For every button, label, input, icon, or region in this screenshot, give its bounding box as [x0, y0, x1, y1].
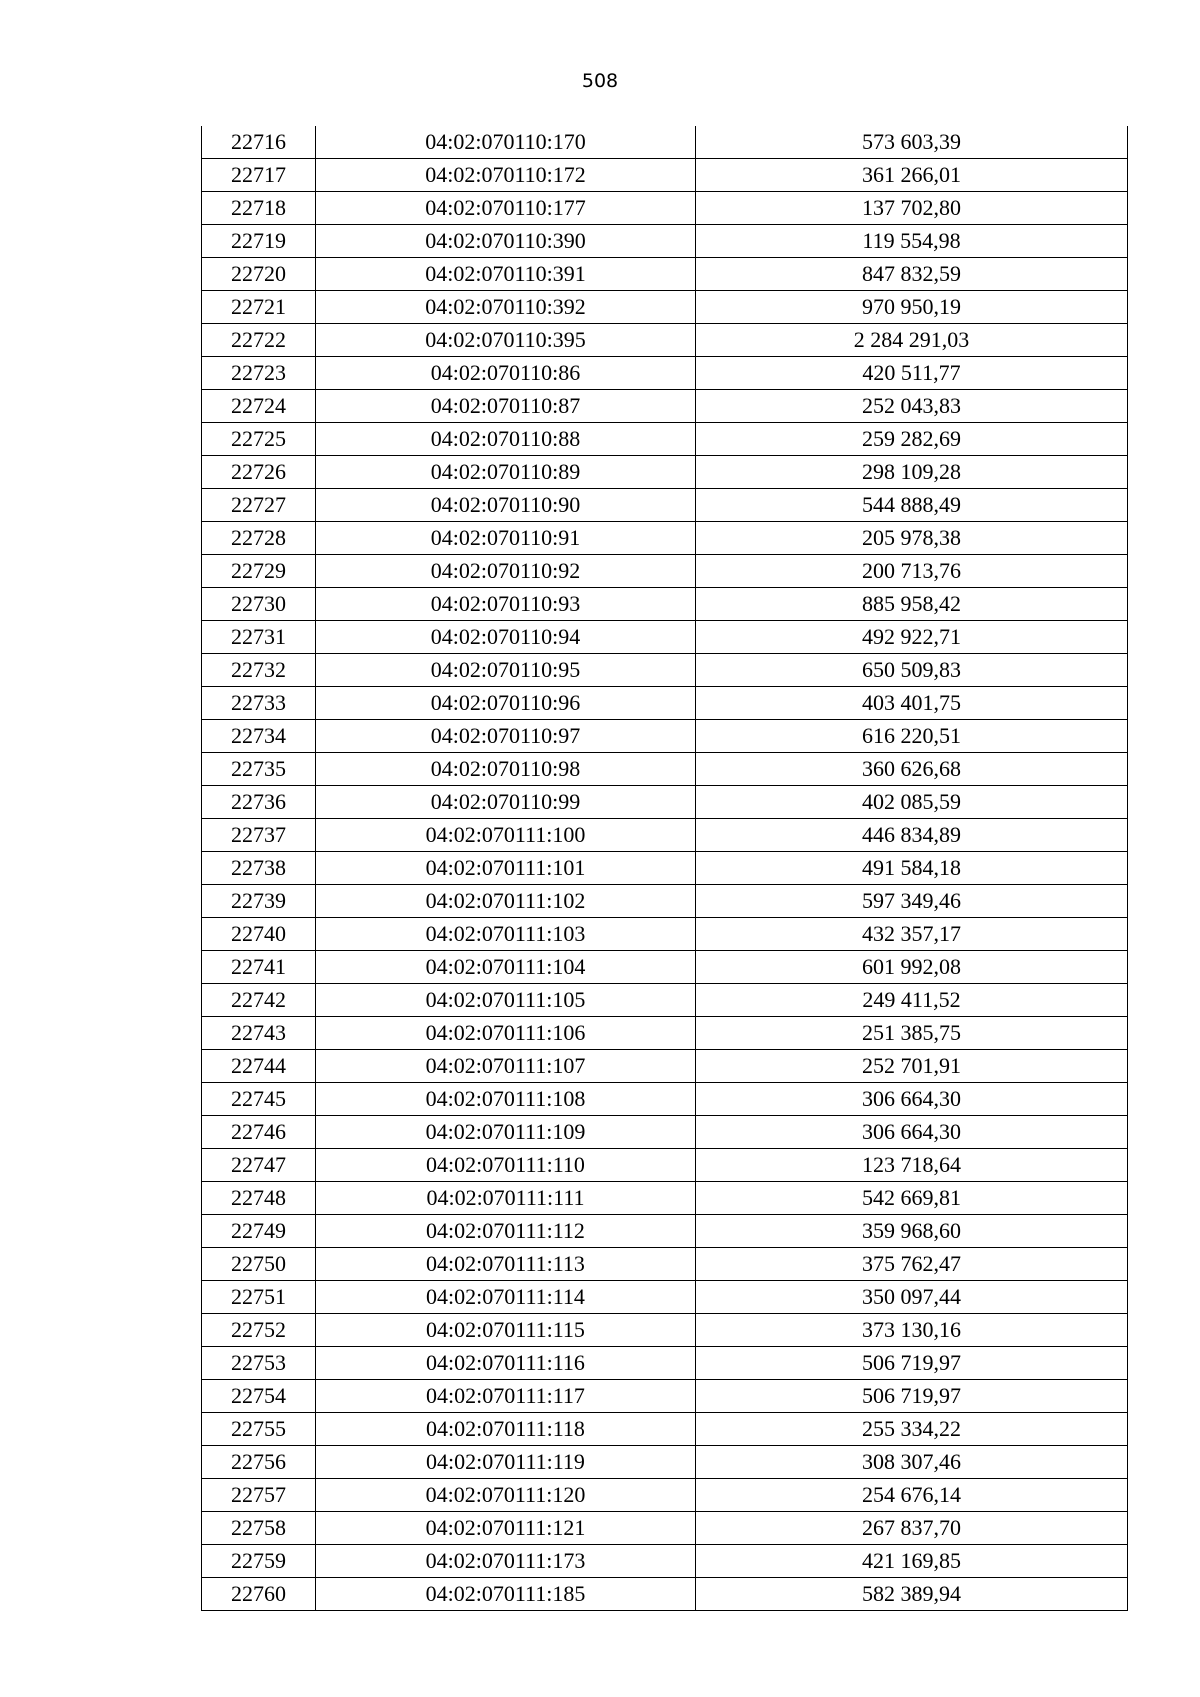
cadastral-value-cell: 491 584,18 — [696, 852, 1128, 885]
cadastral-number-cell: 04:02:070111:104 — [316, 951, 696, 984]
cadastral-number-cell: 04:02:070110:86 — [316, 357, 696, 390]
row-number-cell: 22755 — [202, 1413, 316, 1446]
row-number-cell: 22759 — [202, 1545, 316, 1578]
cadastral-value-cell: 2 284 291,03 — [696, 324, 1128, 357]
row-number-cell: 22719 — [202, 225, 316, 258]
cadastral-value-cell: 601 992,08 — [696, 951, 1128, 984]
cadastral-number-cell: 04:02:070110:392 — [316, 291, 696, 324]
cadastral-number-cell: 04:02:070111:107 — [316, 1050, 696, 1083]
cadastral-value-cell: 421 169,85 — [696, 1545, 1128, 1578]
cadastral-number-cell: 04:02:070110:92 — [316, 555, 696, 588]
table-row — [202, 654, 1128, 687]
row-number-cell: 22751 — [202, 1281, 316, 1314]
table-body — [202, 126, 1128, 1611]
cadastral-value-table — [201, 126, 1128, 1611]
cadastral-number-cell: 04:02:070111:103 — [316, 918, 696, 951]
table-row — [202, 1380, 1128, 1413]
cadastral-number-cell: 04:02:070111:112 — [316, 1215, 696, 1248]
row-number-cell: 22744 — [202, 1050, 316, 1083]
table-row — [202, 1545, 1128, 1578]
table-row — [202, 1446, 1128, 1479]
cadastral-value-cell: 542 669,81 — [696, 1182, 1128, 1215]
table-row — [202, 1413, 1128, 1446]
row-number-cell: 22760 — [202, 1578, 316, 1611]
cadastral-number-cell: 04:02:070110:96 — [316, 687, 696, 720]
cadastral-number-cell: 04:02:070110:172 — [316, 159, 696, 192]
table-row — [202, 687, 1128, 720]
row-number-cell: 22728 — [202, 522, 316, 555]
table-row — [202, 291, 1128, 324]
table-row — [202, 720, 1128, 753]
row-number-cell: 22721 — [202, 291, 316, 324]
row-number-cell: 22757 — [202, 1479, 316, 1512]
row-number-cell: 22747 — [202, 1149, 316, 1182]
row-number-cell: 22758 — [202, 1512, 316, 1545]
cadastral-number-cell: 04:02:070111:108 — [316, 1083, 696, 1116]
cadastral-number-cell: 04:02:070111:120 — [316, 1479, 696, 1512]
cadastral-number-cell: 04:02:070111:113 — [316, 1248, 696, 1281]
table-row — [202, 819, 1128, 852]
row-number-cell: 22718 — [202, 192, 316, 225]
cadastral-value-cell: 359 968,60 — [696, 1215, 1128, 1248]
table-row — [202, 1314, 1128, 1347]
cadastral-number-cell: 04:02:070111:118 — [316, 1413, 696, 1446]
table-row — [202, 192, 1128, 225]
table-row — [202, 258, 1128, 291]
cadastral-value-cell: 375 762,47 — [696, 1248, 1128, 1281]
table-row — [202, 1116, 1128, 1149]
cadastral-number-cell: 04:02:070110:91 — [316, 522, 696, 555]
cadastral-value-cell: 573 603,39 — [696, 126, 1128, 159]
row-number-cell: 22752 — [202, 1314, 316, 1347]
cadastral-number-cell: 04:02:070111:119 — [316, 1446, 696, 1479]
cadastral-number-cell: 04:02:070111:110 — [316, 1149, 696, 1182]
cadastral-value-cell: 267 837,70 — [696, 1512, 1128, 1545]
cadastral-value-cell: 252 043,83 — [696, 390, 1128, 423]
cadastral-number-cell: 04:02:070110:89 — [316, 456, 696, 489]
row-number-cell: 22733 — [202, 687, 316, 720]
cadastral-number-cell: 04:02:070110:98 — [316, 753, 696, 786]
cadastral-value-cell: 420 511,77 — [696, 357, 1128, 390]
cadastral-number-cell: 04:02:070111:100 — [316, 819, 696, 852]
cadastral-number-cell: 04:02:070111:101 — [316, 852, 696, 885]
table-row — [202, 753, 1128, 786]
cadastral-number-cell: 04:02:070111:121 — [316, 1512, 696, 1545]
row-number-cell: 22753 — [202, 1347, 316, 1380]
cadastral-value-cell: 403 401,75 — [696, 687, 1128, 720]
cadastral-value-cell: 259 282,69 — [696, 423, 1128, 456]
row-number-cell: 22727 — [202, 489, 316, 522]
table-row — [202, 984, 1128, 1017]
row-number-cell: 22750 — [202, 1248, 316, 1281]
cadastral-number-cell: 04:02:070111:117 — [316, 1380, 696, 1413]
table-row — [202, 885, 1128, 918]
table-row — [202, 1182, 1128, 1215]
row-number-cell: 22756 — [202, 1446, 316, 1479]
cadastral-number-cell: 04:02:070110:95 — [316, 654, 696, 687]
cadastral-value-cell: 597 349,46 — [696, 885, 1128, 918]
cadastral-number-cell: 04:02:070110:99 — [316, 786, 696, 819]
cadastral-number-cell: 04:02:070111:111 — [316, 1182, 696, 1215]
cadastral-number-cell: 04:02:070110:94 — [316, 621, 696, 654]
cadastral-value-cell: 432 357,17 — [696, 918, 1128, 951]
cadastral-value-cell: 506 719,97 — [696, 1347, 1128, 1380]
cadastral-value-cell: 306 664,30 — [696, 1116, 1128, 1149]
row-number-cell: 22720 — [202, 258, 316, 291]
cadastral-value-cell: 361 266,01 — [696, 159, 1128, 192]
row-number-cell: 22726 — [202, 456, 316, 489]
table-row — [202, 1149, 1128, 1182]
cadastral-value-cell: 506 719,97 — [696, 1380, 1128, 1413]
table-row — [202, 918, 1128, 951]
table-row — [202, 1083, 1128, 1116]
table-row — [202, 390, 1128, 423]
row-number-cell: 22729 — [202, 555, 316, 588]
row-number-cell: 22748 — [202, 1182, 316, 1215]
table-row — [202, 1479, 1128, 1512]
cadastral-number-cell: 04:02:070111:106 — [316, 1017, 696, 1050]
row-number-cell: 22740 — [202, 918, 316, 951]
cadastral-number-cell: 04:02:070111:105 — [316, 984, 696, 1017]
row-number-cell: 22722 — [202, 324, 316, 357]
cadastral-value-cell: 254 676,14 — [696, 1479, 1128, 1512]
table-row — [202, 126, 1128, 159]
row-number-cell: 22742 — [202, 984, 316, 1017]
cadastral-value-cell: 582 389,94 — [696, 1578, 1128, 1611]
row-number-cell: 22743 — [202, 1017, 316, 1050]
cadastral-number-cell: 04:02:070110:391 — [316, 258, 696, 291]
table-row — [202, 786, 1128, 819]
cadastral-number-cell: 04:02:070110:93 — [316, 588, 696, 621]
cadastral-value-cell: 373 130,16 — [696, 1314, 1128, 1347]
cadastral-number-cell: 04:02:070110:90 — [316, 489, 696, 522]
row-number-cell: 22737 — [202, 819, 316, 852]
cadastral-value-cell: 251 385,75 — [696, 1017, 1128, 1050]
cadastral-value-cell: 360 626,68 — [696, 753, 1128, 786]
table-row — [202, 1248, 1128, 1281]
row-number-cell: 22725 — [202, 423, 316, 456]
row-number-cell: 22731 — [202, 621, 316, 654]
row-number-cell: 22716 — [202, 126, 316, 159]
row-number-cell: 22739 — [202, 885, 316, 918]
cadastral-value-cell: 402 085,59 — [696, 786, 1128, 819]
table-row — [202, 1512, 1128, 1545]
cadastral-value-cell: 298 109,28 — [696, 456, 1128, 489]
row-number-cell: 22746 — [202, 1116, 316, 1149]
row-number-cell: 22724 — [202, 390, 316, 423]
cadastral-value-cell: 249 411,52 — [696, 984, 1128, 1017]
row-number-cell: 22754 — [202, 1380, 316, 1413]
cadastral-value-cell: 885 958,42 — [696, 588, 1128, 621]
cadastral-value-cell: 255 334,22 — [696, 1413, 1128, 1446]
row-number-cell: 22745 — [202, 1083, 316, 1116]
row-number-cell: 22736 — [202, 786, 316, 819]
cadastral-value-cell: 350 097,44 — [696, 1281, 1128, 1314]
cadastral-number-cell: 04:02:070110:170 — [316, 126, 696, 159]
cadastral-number-cell: 04:02:070111:173 — [316, 1545, 696, 1578]
cadastral-value-cell: 252 701,91 — [696, 1050, 1128, 1083]
table-row — [202, 1578, 1128, 1611]
cadastral-number-cell: 04:02:070110:88 — [316, 423, 696, 456]
cadastral-number-cell: 04:02:070110:395 — [316, 324, 696, 357]
cadastral-number-cell: 04:02:070111:109 — [316, 1116, 696, 1149]
row-number-cell: 22732 — [202, 654, 316, 687]
table-row — [202, 357, 1128, 390]
cadastral-value-cell: 650 509,83 — [696, 654, 1128, 687]
cadastral-number-cell: 04:02:070110:87 — [316, 390, 696, 423]
cadastral-number-cell: 04:02:070110:390 — [316, 225, 696, 258]
cadastral-value-cell: 200 713,76 — [696, 555, 1128, 588]
cadastral-number-cell: 04:02:070111:185 — [316, 1578, 696, 1611]
row-number-cell: 22717 — [202, 159, 316, 192]
cadastral-number-cell: 04:02:070111:102 — [316, 885, 696, 918]
table-row — [202, 555, 1128, 588]
cadastral-value-cell: 616 220,51 — [696, 720, 1128, 753]
cadastral-number-cell: 04:02:070111:114 — [316, 1281, 696, 1314]
table-row — [202, 423, 1128, 456]
table-row — [202, 588, 1128, 621]
table-row — [202, 1281, 1128, 1314]
row-number-cell: 22735 — [202, 753, 316, 786]
cadastral-value-cell: 544 888,49 — [696, 489, 1128, 522]
table-row — [202, 522, 1128, 555]
table-row — [202, 621, 1128, 654]
cadastral-value-cell: 205 978,38 — [696, 522, 1128, 555]
page-number: 508 — [581, 70, 619, 92]
cadastral-value-cell: 137 702,80 — [696, 192, 1128, 225]
table-row — [202, 951, 1128, 984]
table-row — [202, 1017, 1128, 1050]
cadastral-number-cell: 04:02:070111:115 — [316, 1314, 696, 1347]
table-row — [202, 489, 1128, 522]
cadastral-value-cell: 492 922,71 — [696, 621, 1128, 654]
cadastral-value-cell: 306 664,30 — [696, 1083, 1128, 1116]
row-number-cell: 22741 — [202, 951, 316, 984]
row-number-cell: 22738 — [202, 852, 316, 885]
cadastral-value-cell: 123 718,64 — [696, 1149, 1128, 1182]
table-row — [202, 852, 1128, 885]
cadastral-value-cell: 446 834,89 — [696, 819, 1128, 852]
table-row — [202, 324, 1128, 357]
table-row — [202, 1215, 1128, 1248]
row-number-cell: 22730 — [202, 588, 316, 621]
table-row — [202, 159, 1128, 192]
cadastral-number-cell: 04:02:070111:116 — [316, 1347, 696, 1380]
table-row — [202, 456, 1128, 489]
row-number-cell: 22734 — [202, 720, 316, 753]
table-row — [202, 1347, 1128, 1380]
cadastral-number-cell: 04:02:070110:97 — [316, 720, 696, 753]
row-number-cell: 22749 — [202, 1215, 316, 1248]
table-row — [202, 1050, 1128, 1083]
table-row — [202, 225, 1128, 258]
cadastral-value-cell: 970 950,19 — [696, 291, 1128, 324]
cadastral-value-cell: 308 307,46 — [696, 1446, 1128, 1479]
cadastral-number-cell: 04:02:070110:177 — [316, 192, 696, 225]
row-number-cell: 22723 — [202, 357, 316, 390]
cadastral-value-cell: 847 832,59 — [696, 258, 1128, 291]
cadastral-value-cell: 119 554,98 — [696, 225, 1128, 258]
